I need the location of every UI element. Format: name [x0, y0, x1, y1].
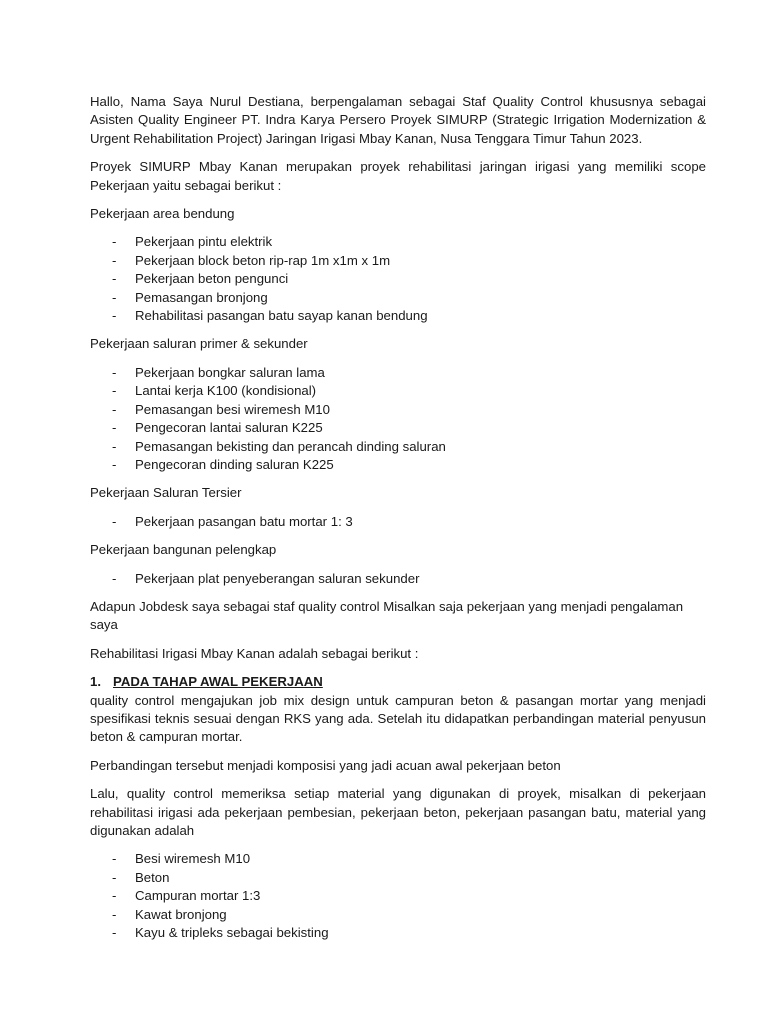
material-paragraph: Lalu, quality control memeriksa setiap material yang digunakan di proyek, misalkan di pekerjaan rehabilitasi irigasi ada pekerjaan pembesian, pekerjaan beton, pekerjaan pasangan batu, material yang digunakan adalah — [90, 786, 706, 838]
list-item: - Pengecoran lantai saluran K225 — [112, 419, 706, 437]
list-item: - Pemasangan bronjong — [112, 289, 706, 307]
list-item: - Besi wiremesh M10 — [112, 850, 706, 868]
section-list — [90, 364, 706, 474]
intro-paragraph: Hallo, Nama Saya Nurul Destiana, berpengalaman sebagai Staf Quality Control khususnya sebagai Asisten Quality Engineer PT. Indra Karya Persero Proyek SIMURP (Strategic Irrigation Modernization & Urgent Rehabilitation Project) Jaringan Irigasi Mbay Kanan, Nusa Tenggara Timur Tahun 2023. — [90, 94, 706, 146]
jobdesk-line-1: Adapun Jobdesk saya sebagai staf quality control Misalkan saja pekerjaan yang menjadi pengalaman saya — [90, 598, 684, 633]
list-item: - Campuran mortar 1:3 — [112, 887, 706, 905]
list-item: - Kayu & tripleks sebagai bekisting — [112, 924, 706, 942]
list-item: - Pengecoran dinding saluran K225 — [112, 456, 706, 474]
komposisi-paragraph: Perbandingan tersebut menjadi komposisi yang jadi acuan awal pekerjaan beton — [90, 757, 561, 773]
section-title: Pekerjaan Saluran Tersier — [90, 485, 242, 501]
section-list — [90, 513, 706, 531]
section-title: Pekerjaan area bendung — [90, 206, 235, 222]
list-item: - Pekerjaan bongkar saluran lama — [112, 364, 706, 382]
section-list — [90, 233, 706, 325]
list-item: - Pekerjaan plat penyeberangan saluran sekunder — [112, 570, 706, 588]
material-list — [90, 850, 706, 942]
section-title: Pekerjaan bangunan pelengkap — [90, 542, 277, 558]
list-item: - Pekerjaan beton pengunci — [112, 270, 706, 288]
list-item: - Pekerjaan block beton rip-rap 1m x1m x 1m — [112, 252, 706, 270]
heading-number: 1. — [90, 674, 101, 690]
list-item: - Pekerjaan pasangan batu mortar 1: 3 — [112, 513, 706, 531]
list-item: - Beton — [112, 869, 706, 887]
list-item: - Pemasangan besi wiremesh M10 — [112, 401, 706, 419]
list-item: - Rehabilitasi pasangan batu sayap kanan bendung — [112, 307, 706, 325]
list-item: - Pemasangan bekisting dan perancah dinding saluran — [112, 438, 706, 456]
list-item: - Pekerjaan pintu elektrik — [112, 233, 706, 251]
heading-title: PADA TAHAP AWAL PEKERJAAN — [113, 674, 323, 690]
section-title: Pekerjaan saluran primer & sekunder — [90, 336, 308, 352]
numbered-heading — [90, 673, 706, 691]
list-item: - Lantai kerja K100 (kondisional) — [112, 382, 706, 400]
job-mix-paragraph: quality control mengajukan job mix design untuk campuran beton & pasangan mortar yang menjadi spesifikasi teknis sesuai dengan RKS yang ada. Setelah itu didapatkan perbandingan material penyusun beton & campuran mortar. — [90, 692, 706, 745]
list-item: - Kawat bronjong — [112, 906, 706, 924]
section-list — [90, 570, 706, 588]
scope-intro-paragraph: Proyek SIMURP Mbay Kanan merupakan proyek rehabilitasi jaringan irigasi yang memiliki scope Pekerjaan yaitu sebagai berikut : — [90, 159, 706, 193]
jobdesk-line-2: Rehabilitasi Irigasi Mbay Kanan adalah sebagai berikut : — [90, 645, 419, 661]
